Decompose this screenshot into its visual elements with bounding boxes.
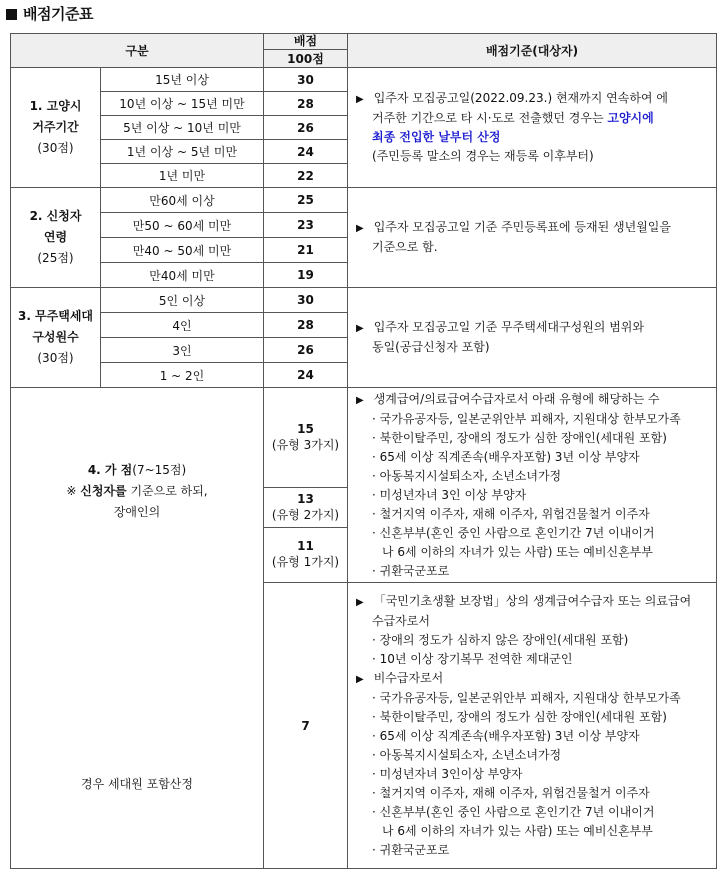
- points-cell: 28: [264, 92, 348, 116]
- points-cell: 24: [264, 363, 348, 388]
- points-cell: 26: [264, 338, 348, 363]
- range-cell: 1 ~ 2인: [101, 363, 264, 388]
- range-cell: 만40세 미만: [101, 263, 264, 288]
- range-cell: 만50 ~ 60세 미만: [101, 213, 264, 238]
- table-row: [11, 68, 717, 92]
- header-category: 구분: [11, 34, 264, 68]
- points-cell: 21: [264, 238, 348, 263]
- points-cell: 26: [264, 116, 348, 140]
- triangle-bullet-icon: ▶: [356, 596, 364, 608]
- header-criteria: 배점기준(대상자): [348, 34, 717, 68]
- range-cell: 1년 미만: [101, 164, 264, 188]
- category-bonus: 4. 가 점(7~15점) ※ 신청자를 기준으로 하되, 장애인의 경우 세대원 포함산정: [11, 388, 264, 869]
- criteria-age: ▶ 입주자 모집공고일 기준 주민등록표에 등재된 생년월일을 기준으로 함.: [348, 188, 717, 288]
- range-cell: 4인: [101, 313, 264, 338]
- points-cell: 15 (유형 3가지): [264, 388, 348, 488]
- table-row: [11, 388, 717, 488]
- range-cell: 15년 이상: [101, 68, 264, 92]
- section-title: 배점기준표: [6, 3, 93, 24]
- points-cell: 22: [264, 164, 348, 188]
- header-row: [11, 34, 717, 68]
- points-cell: 24: [264, 140, 348, 164]
- range-cell: 5년 이상 ~ 10년 미만: [101, 116, 264, 140]
- table-row: [11, 188, 717, 213]
- triangle-bullet-icon: ▶: [356, 323, 364, 334]
- triangle-bullet-icon: ▶: [356, 94, 364, 105]
- triangle-bullet-icon: ▶: [356, 394, 364, 406]
- square-bullet-icon: [6, 9, 17, 20]
- criteria-bonus-group2: ▶ 「국민기초생활 보장법」상의 생계급여수급자 또는 의료급여 수급자로서 · 장애의 정도가 심하지 않은 장애인(세대원 포함) · 10년 이상 장기복무 전역한 제대군인 ▶ 비수급자로서 · 국가유공자등, 일본군위안부 피해자, 지원대상 한부모가족 · 북한이탈주민, 장애의 정도가 심한 장애인(세대원 포함) · 65세 이상 직계존속(배우자포함) 3년 이상 부양자 · 아동복지시설퇴소자, 소년소녀가정 · 미성년자녀 3인이상 부양자 · 철거지역 이주자, 재해 이주자, 위험건물철거 이주자 · 신혼부부(혼인 중인 사람으로 혼인기간 7년 이내이거 나 6세 이하의 자녀가 있는 사람) 또는 예비신혼부부 · 귀환국군포로: [348, 583, 717, 869]
- range-cell: 3인: [101, 338, 264, 363]
- points-cell: 7: [264, 583, 348, 869]
- table-row: [11, 288, 717, 313]
- points-cell: 19: [264, 263, 348, 288]
- points-cell: 28: [264, 313, 348, 338]
- points-cell: 25: [264, 188, 348, 213]
- triangle-bullet-icon: ▶: [356, 223, 364, 234]
- range-cell: 10년 이상 ~ 15년 미만: [101, 92, 264, 116]
- range-cell: 1년 이상 ~ 5년 미만: [101, 140, 264, 164]
- category-age: 2. 신청자 연령 (25점): [11, 188, 101, 288]
- range-cell: 만60세 이상: [101, 188, 264, 213]
- category-residence: 1. 고양시 거주기간 (30점): [11, 68, 101, 188]
- points-cell: 11 (유형 1가지): [264, 528, 348, 583]
- points-cell: 30: [264, 288, 348, 313]
- criteria-bonus-group1: ▶ 생계급여/의료급여수급자로서 아래 유형에 해당하는 수 · 국가유공자등, 일본군위안부 피해자, 지원대상 한부모가족 · 북한이탈주민, 장애의 정도가 심한 장애인(세대원 포함) · 65세 이상 직계존속(배우자포함) 3년 이상 부양자 · 아동복지시설퇴소자, 소년소녀가정 · 미성년자녀 3인 이상 부양자 · 철거지역 이주자, 재해 이주자, 위험건물철거 이주자 · 신혼부부(혼인 중인 사람으로 혼인기간 7년 이내이거 나 6세 이하의 자녀가 있는 사람) 또는 예비신혼부부 · 귀환국군포로: [348, 388, 717, 583]
- header-points: 배점 100점: [264, 34, 348, 68]
- scoring-table: [10, 33, 717, 869]
- points-cell: 13 (유형 2가지): [264, 488, 348, 528]
- range-cell: 5인 이상: [101, 288, 264, 313]
- criteria-residence: ▶ 입주자 모집공고일(2022.09.23.) 현재까지 연속하여 에 거주한 기간으로 타 시·도로 전출했던 경우는 고양시에 최종 전입한 날부터 산정 (주민등록 말소의 경우는 재등록 이후부터): [348, 68, 717, 188]
- criteria-household: ▶ 입주자 모집공고일 기준 무주택세대구성원의 범위와 동일(공급신청자 포함): [348, 288, 717, 388]
- points-cell: 23: [264, 213, 348, 238]
- category-household: 3. 무주택세대 구성원수 (30점): [11, 288, 101, 388]
- points-cell: 30: [264, 68, 348, 92]
- range-cell: 만40 ~ 50세 미만: [101, 238, 264, 263]
- triangle-bullet-icon: ▶: [356, 673, 364, 685]
